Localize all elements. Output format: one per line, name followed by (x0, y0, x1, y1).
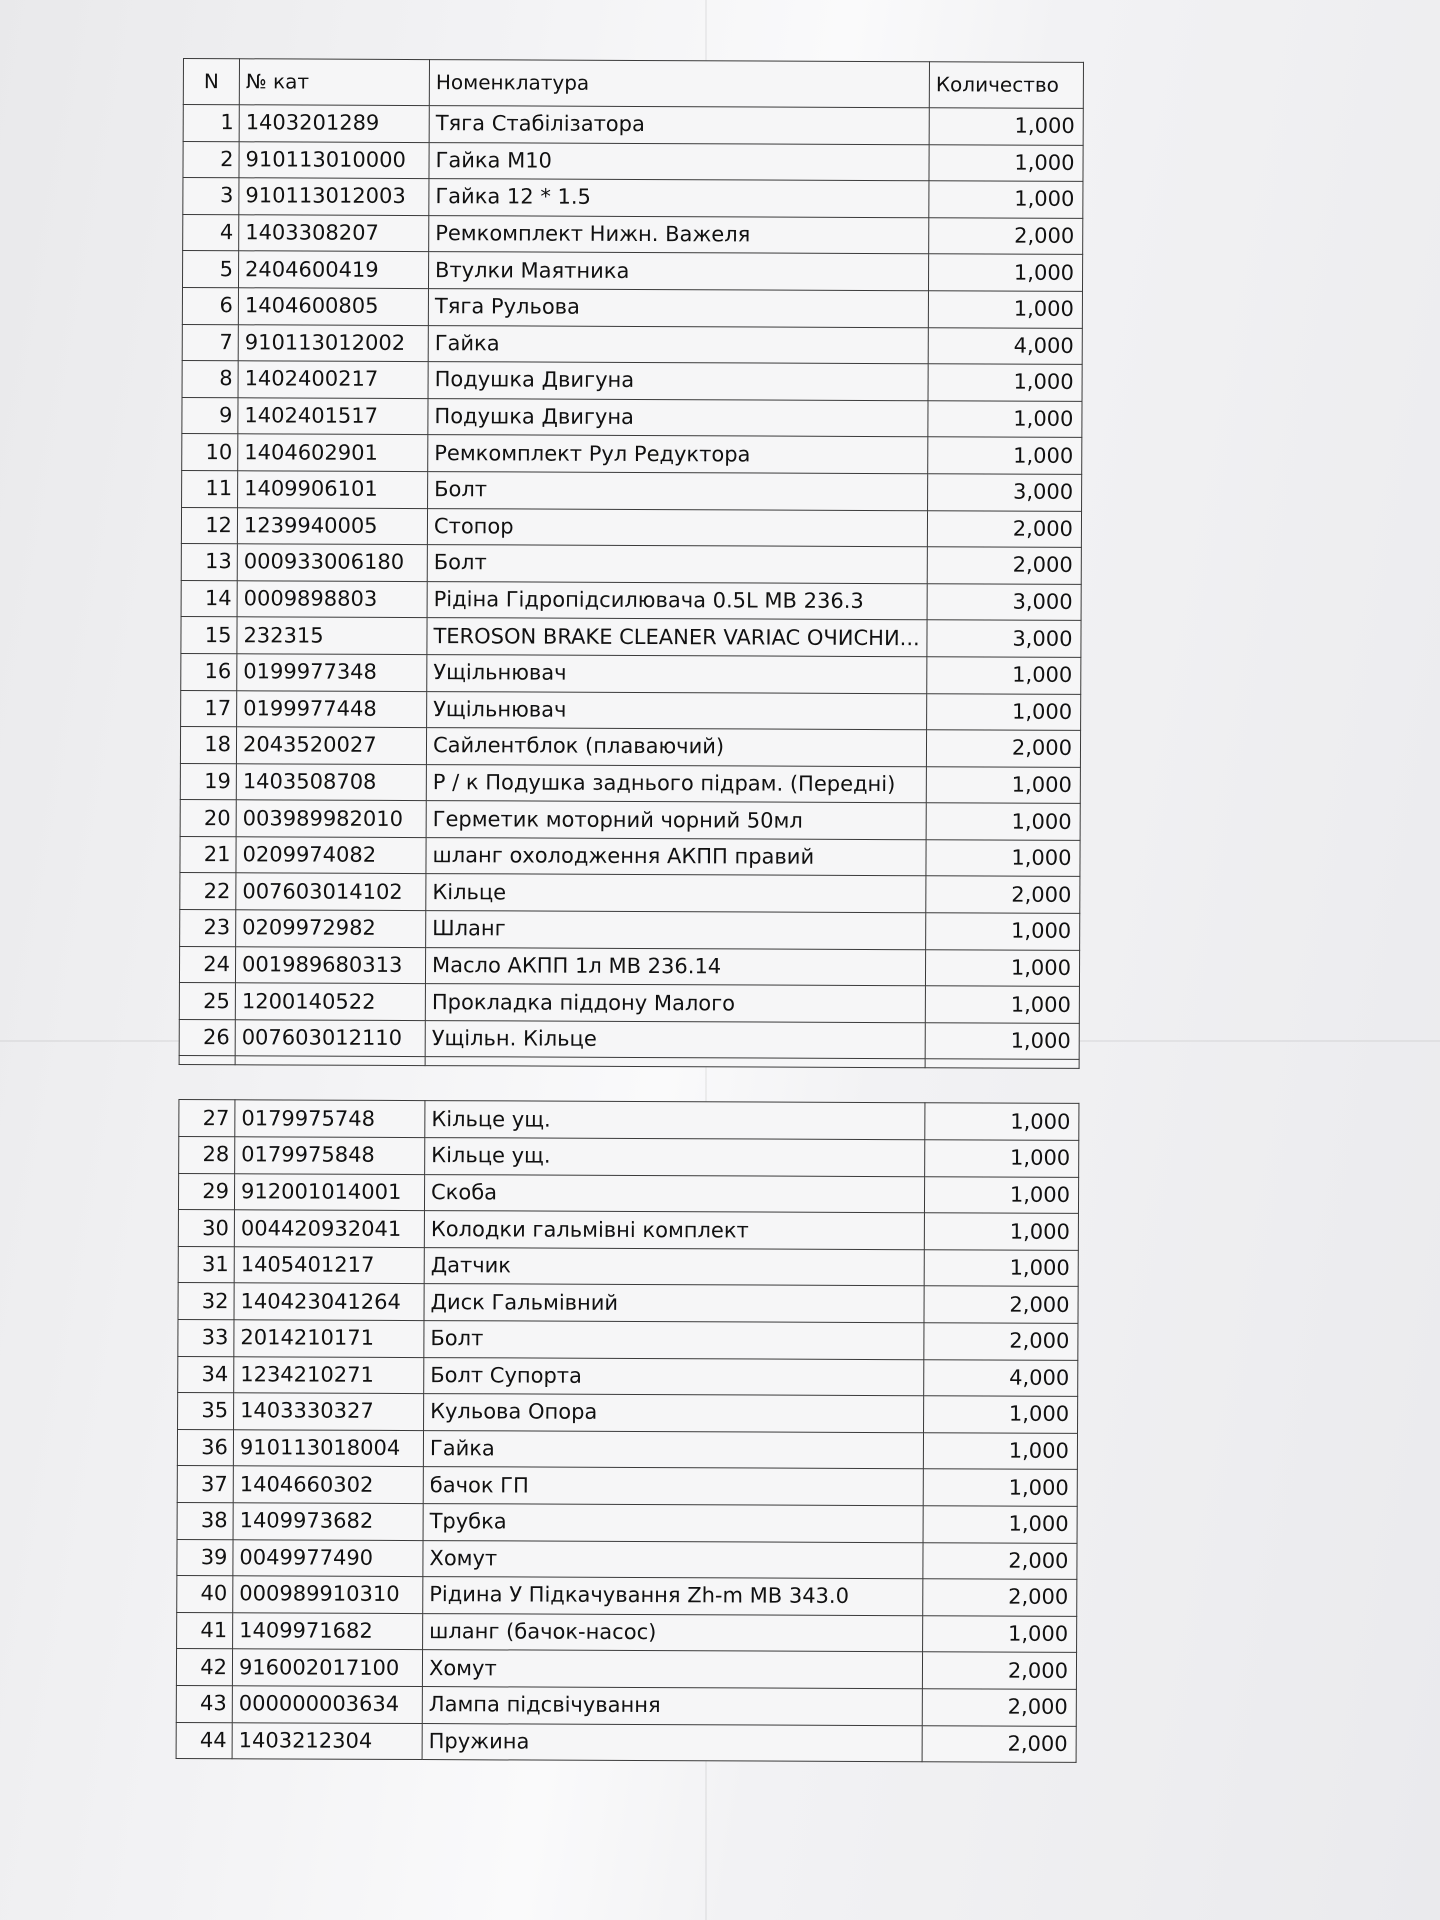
item-name: Колодки гальмівні комплект (424, 1211, 924, 1250)
catalog-number: 1404660302 (233, 1466, 423, 1503)
item-quantity: 1,000 (925, 1103, 1079, 1140)
item-name: Лампа підсвічування (422, 1686, 922, 1725)
row-number: 12 (181, 507, 237, 544)
table-row (180, 763, 1080, 804)
item-quantity: 2,000 (927, 510, 1081, 547)
item-name: Рідина У Підкачування Zh-m MB 343.0 (423, 1577, 923, 1616)
item-quantity: 2,000 (929, 218, 1083, 255)
item-name: Подушка Двигуна (428, 362, 928, 401)
empty-cell (925, 1059, 1079, 1069)
table-row (181, 544, 1081, 585)
row-number: 26 (179, 1019, 235, 1056)
catalog-number: 1234210271 (234, 1356, 424, 1393)
item-name: Шланг (426, 911, 926, 950)
table-row (182, 397, 1082, 438)
catalog-number: 0209974082 (236, 837, 426, 874)
catalog-number: 1403212304 (232, 1722, 422, 1759)
item-name: Диск Гальмівний (424, 1284, 924, 1323)
item-quantity: 1,000 (928, 254, 1082, 291)
item-quantity: 1,000 (924, 1250, 1078, 1287)
item-name: Болт Супорта (424, 1357, 924, 1396)
item-quantity: 1,000 (927, 693, 1081, 730)
row-number: 1 (183, 105, 239, 142)
table-row (178, 1210, 1078, 1251)
row-number: 39 (177, 1539, 233, 1576)
item-name: Кульова Опора (424, 1394, 924, 1433)
row-number: 5 (182, 251, 238, 288)
row-number: 23 (180, 910, 236, 947)
item-quantity: 2,000 (923, 1542, 1077, 1579)
row-number: 22 (180, 873, 236, 910)
catalog-number: 1409906101 (238, 471, 428, 508)
table-row (179, 1100, 1079, 1141)
catalog-number: 910113010000 (239, 141, 429, 178)
item-name: Сайлентблок (плаваючий) (426, 728, 926, 767)
catalog-number: 910113012003 (239, 178, 429, 215)
row-number: 13 (181, 544, 237, 581)
catalog-number: 910113018004 (233, 1430, 423, 1467)
item-name: Тяга Стабілізатора (429, 106, 929, 145)
table-row (176, 1722, 1076, 1763)
item-name: Болт (428, 472, 928, 511)
row-number: 35 (178, 1393, 234, 1430)
item-quantity: 3,000 (927, 583, 1081, 620)
item-name: Гайка (423, 1430, 923, 1469)
table-body-part-1 (179, 105, 1083, 1069)
catalog-number: 1403508708 (236, 763, 426, 800)
header-catalog: № кат (239, 59, 429, 106)
row-number: 2 (183, 141, 239, 178)
catalog-number: 000933006180 (237, 544, 427, 581)
row-number: 10 (182, 434, 238, 471)
catalog-number: 004420932041 (234, 1210, 424, 1247)
table-row (176, 1685, 1076, 1726)
row-number: 41 (177, 1612, 233, 1649)
item-quantity: 1,000 (928, 291, 1082, 328)
table-body-part-2 (176, 1100, 1079, 1763)
catalog-number: 007603012110 (235, 1020, 425, 1057)
catalog-number: 2014210171 (234, 1320, 424, 1357)
item-quantity: 1,000 (928, 364, 1082, 401)
table-row (178, 1319, 1078, 1360)
catalog-number: 1402400217 (238, 361, 428, 398)
table-row (182, 470, 1082, 511)
item-name: Стопор (427, 508, 927, 547)
catalog-number: 1404602901 (238, 434, 428, 471)
item-name: Ущільнювач (427, 654, 927, 693)
printed-sheet (176, 58, 1083, 1763)
row-number: 25 (179, 983, 235, 1020)
catalog-number: 0179975748 (235, 1100, 425, 1137)
row-number: 32 (178, 1283, 234, 1320)
item-name: TEROSON BRAKE CLEANER VARIAC ОЧИСНИ... (427, 618, 927, 657)
row-number: 36 (177, 1429, 233, 1466)
item-quantity: 1,000 (929, 108, 1083, 145)
table-row (178, 1393, 1078, 1434)
item-name: Ущільнювач (427, 691, 927, 730)
table-row (182, 324, 1082, 365)
row-number: 40 (177, 1576, 233, 1613)
item-quantity: 2,000 (922, 1689, 1076, 1726)
catalog-number: 0199977348 (237, 654, 427, 691)
header-quantity: Количество (929, 62, 1083, 109)
table-row (182, 361, 1082, 402)
catalog-number: 1403330327 (234, 1393, 424, 1430)
item-quantity: 3,000 (927, 620, 1081, 657)
catalog-number: 1200140522 (235, 983, 425, 1020)
table-row (181, 653, 1081, 694)
catalog-number: 0209972982 (236, 910, 426, 947)
row-number: 19 (180, 763, 236, 800)
table-row (182, 251, 1082, 292)
table-row (181, 617, 1081, 658)
item-quantity: 1,000 (926, 913, 1080, 950)
item-quantity: 2,000 (922, 1652, 1076, 1689)
page-break-gap (178, 1065, 1078, 1103)
catalog-number: 1404600805 (238, 288, 428, 325)
table-row (183, 141, 1083, 182)
row-number: 16 (181, 653, 237, 690)
table-header-row (183, 59, 1083, 109)
item-quantity: 1,000 (927, 657, 1081, 694)
catalog-number: 2043520027 (236, 727, 426, 764)
item-name: Прокладка піддону Малого (425, 984, 925, 1023)
row-number: 7 (182, 324, 238, 361)
table-row (180, 873, 1080, 914)
table-row (181, 507, 1081, 548)
table-row (183, 178, 1083, 219)
row-number: 37 (177, 1466, 233, 1503)
item-quantity: 1,000 (924, 1396, 1078, 1433)
item-name: шланг (бачок-насос) (423, 1613, 923, 1652)
catalog-number: 1409973682 (233, 1503, 423, 1540)
row-number: 3 (183, 178, 239, 215)
table-row (177, 1466, 1077, 1507)
item-quantity: 1,000 (923, 1469, 1077, 1506)
catalog-number: 1403308207 (239, 215, 429, 252)
parts-table-part-2 (176, 1099, 1080, 1763)
item-name: шланг охолодження АКПП правий (426, 837, 926, 876)
table-row (180, 836, 1080, 877)
parts-table-part-1 (179, 58, 1084, 1069)
catalog-number: 1403201289 (239, 105, 429, 142)
item-name: Пружина (422, 1723, 922, 1762)
item-quantity: 2,000 (923, 1579, 1077, 1616)
item-name: Р / к Подушка заднього підрам. (Передні) (426, 764, 926, 803)
catalog-number: 2404600419 (238, 251, 428, 288)
row-number: 38 (177, 1502, 233, 1539)
empty-cell (179, 1056, 235, 1065)
item-quantity: 2,000 (922, 1725, 1076, 1762)
table-row (178, 1173, 1078, 1214)
catalog-number: 140423041264 (234, 1283, 424, 1320)
item-quantity: 4,000 (924, 1359, 1078, 1396)
item-name: Ремкомплект Нижн. Важеля (429, 215, 929, 254)
row-number: 14 (181, 580, 237, 617)
item-name: Болт (427, 545, 927, 584)
item-name: Масло АКПП 1л MB 236.14 (425, 947, 925, 986)
item-name: Рідіна Гідропідсилювача 0.5L MB 236.3 (427, 581, 927, 620)
item-quantity: 2,000 (927, 547, 1081, 584)
row-number: 11 (182, 470, 238, 507)
catalog-number: 000000003634 (232, 1686, 422, 1723)
row-number: 6 (182, 287, 238, 324)
item-name: Кільце ущ. (425, 1101, 925, 1140)
item-quantity: 1,000 (925, 1140, 1079, 1177)
table-row (180, 910, 1080, 951)
row-number: 33 (178, 1319, 234, 1356)
catalog-number: 007603014102 (236, 873, 426, 910)
row-number: 30 (178, 1210, 234, 1247)
table-row (179, 1019, 1079, 1060)
item-quantity: 1,000 (925, 986, 1079, 1023)
item-quantity: 2,000 (926, 730, 1080, 767)
catalog-number: 000989910310 (233, 1576, 423, 1613)
item-name: Трубка (423, 1504, 923, 1543)
table-row (181, 690, 1081, 731)
table-row (178, 1356, 1078, 1397)
catalog-number: 1409971682 (233, 1612, 423, 1649)
table-row (176, 1649, 1076, 1690)
table-row (182, 287, 1082, 328)
item-name: Болт (424, 1321, 924, 1360)
item-quantity: 3,000 (928, 474, 1082, 511)
table-row (183, 105, 1083, 146)
row-number: 8 (182, 361, 238, 398)
catalog-number: 0049977490 (233, 1539, 423, 1576)
item-name: Втулки Маятника (428, 252, 928, 291)
row-number: 27 (179, 1100, 235, 1137)
item-quantity: 1,000 (926, 766, 1080, 803)
row-number: 43 (176, 1685, 232, 1722)
row-number: 24 (179, 946, 235, 983)
header-n: N (183, 59, 239, 105)
catalog-number: 0009898803 (237, 580, 427, 617)
catalog-number: 1402401517 (238, 397, 428, 434)
row-number: 4 (183, 214, 239, 251)
item-name: Гайка (428, 325, 928, 364)
catalog-number: 003989982010 (236, 800, 426, 837)
item-quantity: 2,000 (926, 876, 1080, 913)
item-quantity: 1,000 (924, 1176, 1078, 1213)
table-row (177, 1612, 1077, 1653)
catalog-number: 001989680313 (235, 946, 425, 983)
item-name: Кільце (426, 874, 926, 913)
table-row (180, 800, 1080, 841)
item-quantity: 1,000 (924, 1213, 1078, 1250)
table-row (180, 727, 1080, 768)
item-name: Датчик (424, 1247, 924, 1286)
item-quantity: 1,000 (929, 144, 1083, 181)
item-quantity: 1,000 (929, 181, 1083, 218)
item-quantity: 1,000 (928, 437, 1082, 474)
item-quantity: 1,000 (923, 1615, 1077, 1652)
empty-cell (235, 1056, 425, 1066)
item-quantity: 1,000 (925, 949, 1079, 986)
item-name: Подушка Двигуна (428, 398, 928, 437)
item-quantity: 2,000 (924, 1286, 1078, 1323)
table-row (179, 1137, 1079, 1178)
item-quantity: 1,000 (926, 803, 1080, 840)
row-number: 31 (178, 1246, 234, 1283)
item-quantity: 4,000 (928, 327, 1082, 364)
catalog-number: 0199977448 (237, 690, 427, 727)
row-number: 44 (176, 1722, 232, 1759)
item-quantity: 1,000 (923, 1433, 1077, 1470)
item-name: Хомут (422, 1650, 922, 1689)
item-name: Гайка М10 (429, 142, 929, 181)
table-row (182, 434, 1082, 475)
table-row (183, 214, 1083, 255)
item-quantity: 1,000 (923, 1506, 1077, 1543)
row-number: 29 (178, 1173, 234, 1210)
table-row (177, 1429, 1077, 1470)
header-name: Номенклатура (429, 60, 929, 108)
row-number: 17 (181, 690, 237, 727)
row-number: 20 (180, 800, 236, 837)
table-row (179, 983, 1079, 1024)
item-quantity: 1,000 (928, 401, 1082, 438)
catalog-number: 1405401217 (234, 1247, 424, 1284)
table-row (177, 1576, 1077, 1617)
item-quantity: 1,000 (926, 840, 1080, 877)
catalog-number: 1239940005 (237, 507, 427, 544)
catalog-number: 232315 (237, 617, 427, 654)
item-name: Гайка 12 * 1.5 (429, 179, 929, 218)
item-quantity: 1,000 (925, 1023, 1079, 1060)
item-name: Герметик моторний чорний 50мл (426, 801, 926, 840)
table-row (178, 1246, 1078, 1287)
item-name: Кільце ущ. (425, 1138, 925, 1177)
item-name: Скоба (424, 1174, 924, 1213)
catalog-number: 0179975848 (235, 1137, 425, 1174)
catalog-number: 916002017100 (232, 1649, 422, 1686)
catalog-number: 912001014001 (234, 1173, 424, 1210)
row-number: 21 (180, 836, 236, 873)
row-number: 42 (176, 1649, 232, 1686)
item-name: Хомут (423, 1540, 923, 1579)
table-row (179, 946, 1079, 987)
item-name: бачок ГП (423, 1467, 923, 1506)
row-number: 9 (182, 397, 238, 434)
table-row (181, 580, 1081, 621)
row-number: 18 (180, 727, 236, 764)
catalog-number: 910113012002 (238, 324, 428, 361)
item-name: Ремкомплект Рул Редуктора (428, 435, 928, 474)
row-number: 34 (178, 1356, 234, 1393)
item-name: Тяга Рульова (428, 289, 928, 328)
item-name: Ущільн. Кільце (425, 1020, 925, 1059)
table-row (177, 1539, 1077, 1580)
row-number: 28 (179, 1137, 235, 1174)
row-number: 15 (181, 617, 237, 654)
item-quantity: 2,000 (924, 1323, 1078, 1360)
table-row (177, 1502, 1077, 1543)
table-row (178, 1283, 1078, 1324)
